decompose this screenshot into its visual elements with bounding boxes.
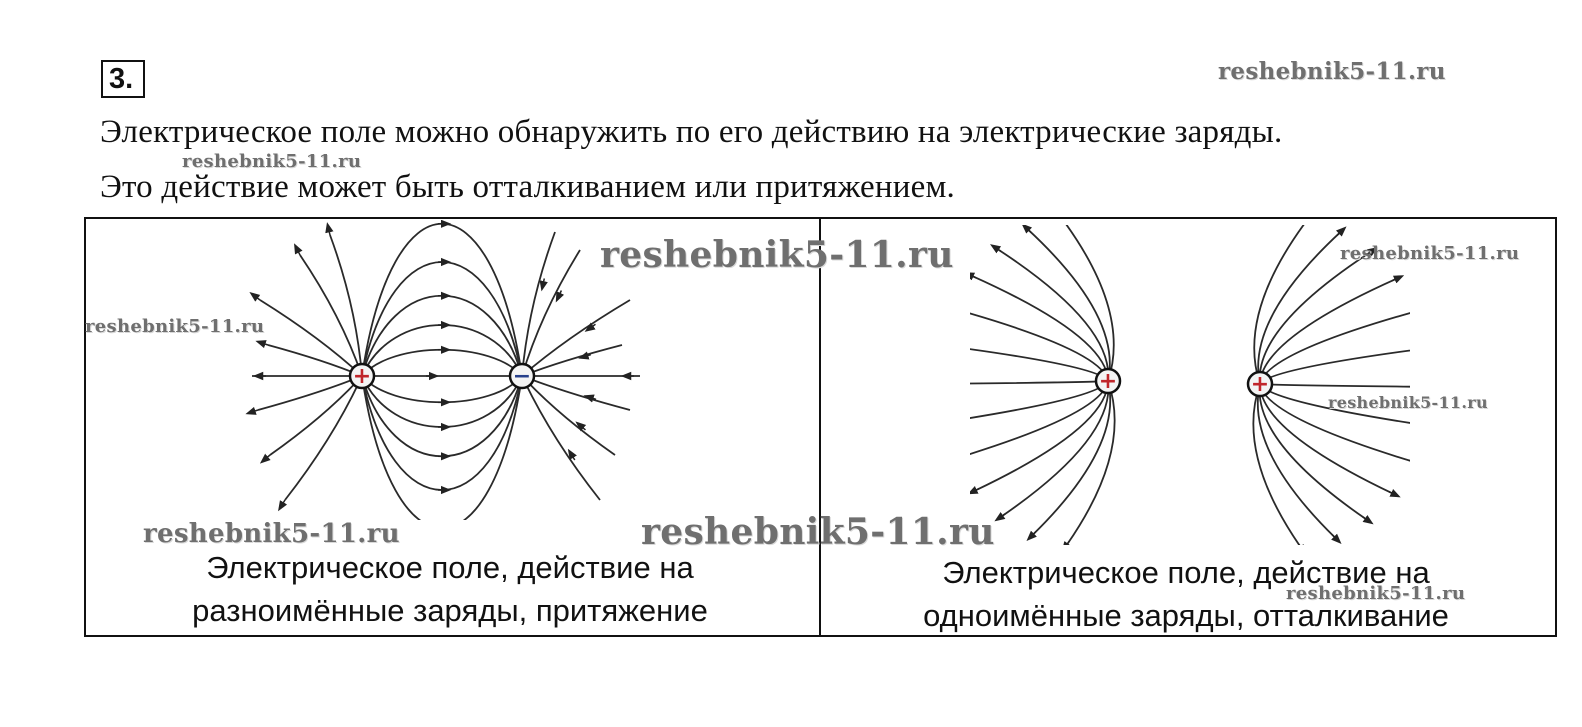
field-line <box>970 345 1108 381</box>
like-charges-field-diagram <box>970 225 1410 545</box>
field-line <box>970 381 1108 422</box>
charge-sign: + <box>1098 369 1118 394</box>
arrow-head <box>254 295 260 300</box>
field-line <box>270 376 362 455</box>
arrow-head <box>999 514 1006 519</box>
caption-right-line-2: одноимённые заряды, отталкивание <box>923 598 1449 633</box>
field-line <box>522 300 630 376</box>
arrow-head <box>296 248 300 255</box>
positive-charge-left <box>1096 369 1120 394</box>
caption-left-line-1: Электрическое поле, действие на <box>206 550 694 585</box>
watermark: reshebnik5-11.ru <box>1218 58 1446 85</box>
field-line <box>976 381 1108 490</box>
field-line <box>330 235 362 376</box>
arrow-head <box>558 291 561 298</box>
watermark: reshebnik5-11.ru <box>143 519 400 549</box>
watermark: reshebnik5-11.ru <box>182 151 362 172</box>
watermark: reshebnik5-11.ru <box>1286 583 1466 604</box>
arrow-head <box>264 455 270 460</box>
field-line <box>522 376 615 455</box>
field-line <box>362 350 522 376</box>
field-line <box>1260 348 1410 384</box>
caption-left-line-2: разноимённые заряды, притяжение <box>192 593 708 628</box>
field-line <box>362 376 522 456</box>
field-line <box>285 376 362 500</box>
watermark: reshebnik5-11.ru <box>1340 243 1520 264</box>
field-line <box>972 276 1108 381</box>
panel-divider <box>819 217 821 637</box>
watermark: reshebnik5-11.ru <box>85 316 265 337</box>
arrow-head <box>1392 277 1399 280</box>
field-line <box>522 376 600 500</box>
arrow-head <box>328 227 330 235</box>
charge-sign: − <box>512 364 532 389</box>
caption-left <box>130 546 770 632</box>
arrow-head <box>571 453 575 460</box>
field-line <box>970 381 1108 384</box>
intro-line-2: Это действие может быть отталкиванием или притяжением. <box>100 169 955 205</box>
watermark: reshebnik5-11.ru <box>600 234 954 276</box>
arrow-head <box>1030 532 1036 538</box>
caption-right-line-1: Электрическое поле, действие на <box>942 555 1430 590</box>
watermark: reshebnik5-11.ru <box>1328 393 1488 412</box>
arrow-head <box>1299 544 1304 545</box>
task-number: 3. <box>101 60 145 98</box>
field-line <box>1260 279 1396 384</box>
arrow-head <box>1332 535 1338 541</box>
arrow-head <box>1363 517 1370 522</box>
arrow-head <box>994 247 1001 251</box>
arrow-head <box>972 489 979 493</box>
field-line <box>522 345 622 376</box>
field-line <box>362 224 522 376</box>
positive-charge-right <box>1248 372 1272 397</box>
arrow-head <box>250 410 258 413</box>
arrow-head <box>281 500 285 507</box>
field-line <box>1260 384 1410 387</box>
arrow-head <box>1337 230 1343 235</box>
charge-sign: + <box>352 364 372 389</box>
intro-line-1: Электрическое поле можно обнаружить по его действию на электрические заряды. <box>100 114 1283 150</box>
field-line <box>362 296 522 376</box>
arrow-head <box>1389 492 1396 496</box>
arrow-head <box>543 279 545 287</box>
positive-charge <box>350 364 374 389</box>
arrow-head <box>1025 227 1031 232</box>
opposite-charges-field-diagram <box>240 220 660 520</box>
charge-sign: + <box>1250 372 1270 397</box>
arrow-head <box>260 343 268 346</box>
field-line <box>362 376 522 402</box>
negative-charge <box>510 364 534 389</box>
watermark: reshebnik5-11.ru <box>641 511 995 553</box>
field-line <box>268 345 362 376</box>
